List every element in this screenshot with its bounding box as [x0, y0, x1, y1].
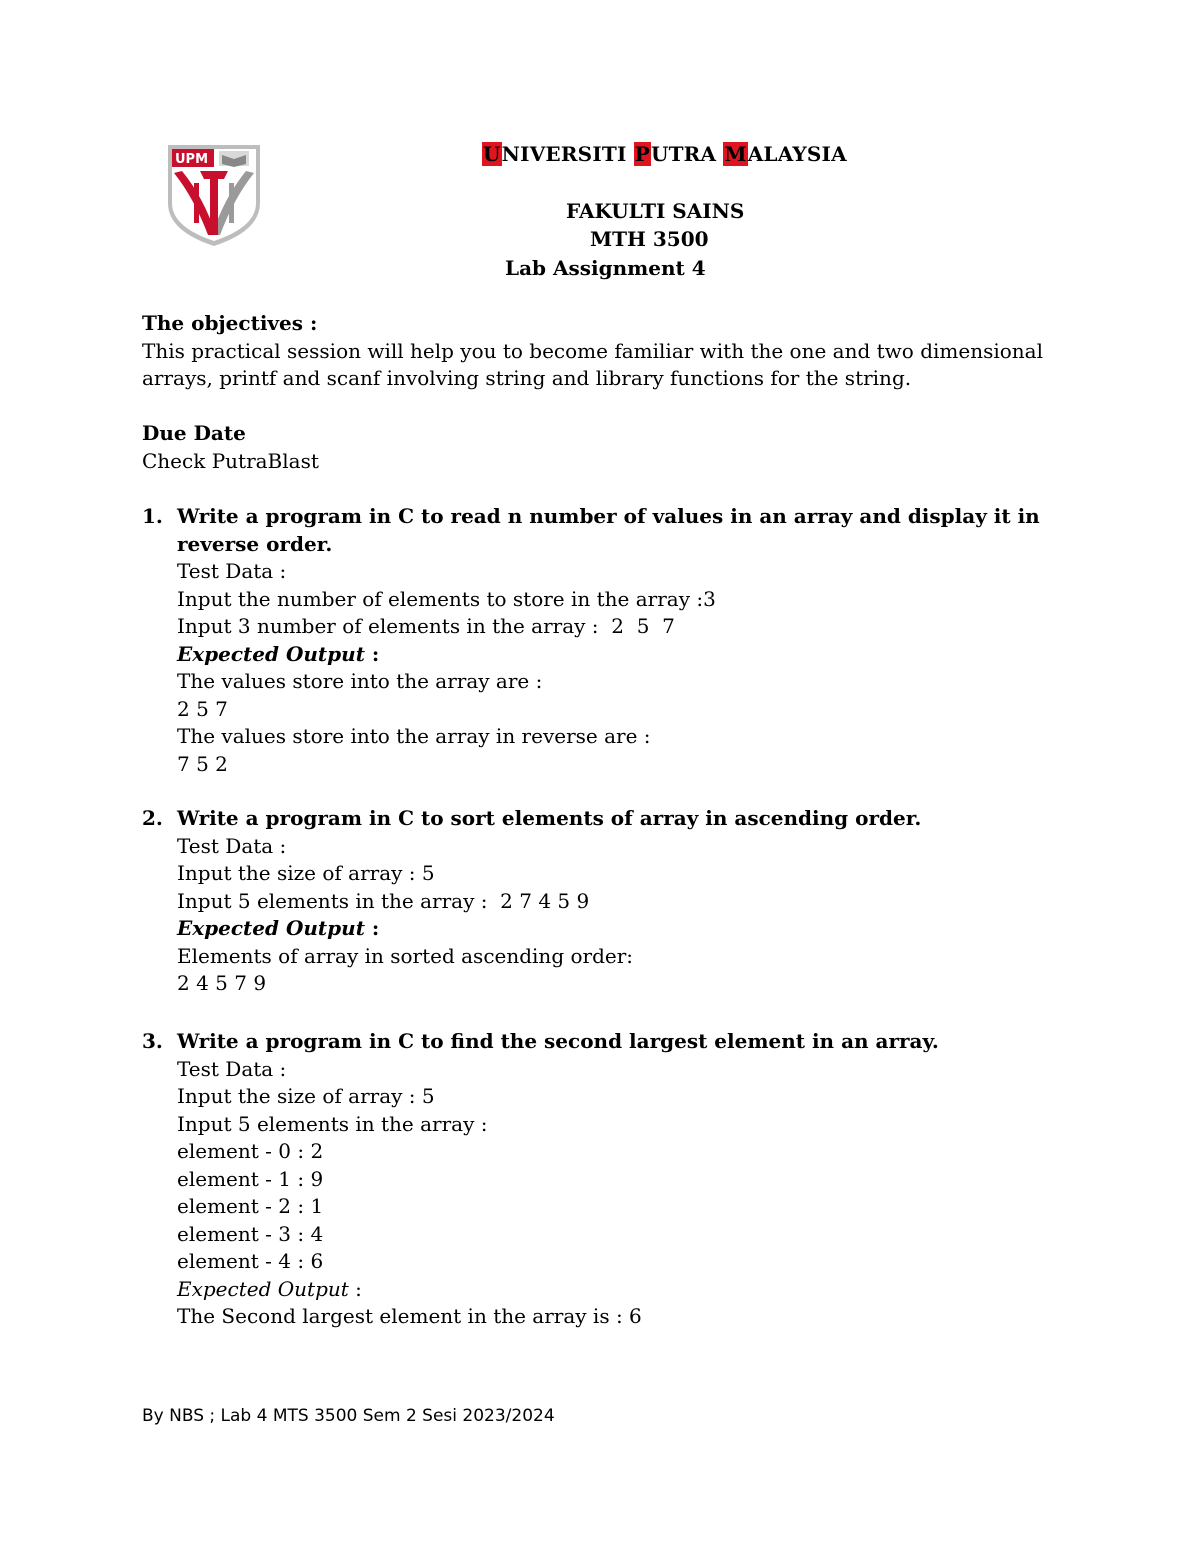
crest-logo-text: UPM — [175, 152, 209, 167]
objectives-heading: The objectives : — [142, 311, 318, 335]
test-data-line: element - 3 : 4 — [177, 1221, 324, 1246]
due-date-text: Check PutraBlast — [142, 448, 319, 473]
test-data-line: element - 1 : 9 — [177, 1166, 324, 1191]
output-line: 2 5 7 — [177, 696, 228, 721]
objectives-text: This practical session will help you to become familiar with the one and two dimensional arrays, printf and scanf involving string and library functions for the string. — [142, 338, 1043, 390]
test-data-label: Test Data : — [177, 833, 287, 858]
upm-crest-logo — [164, 143, 264, 248]
output-line: The values store into the array in reverse are : — [177, 724, 651, 748]
output-line: 7 5 2 — [177, 751, 228, 776]
assignment-title: Lab Assignment 4 — [505, 256, 706, 280]
task-number: 3. — [142, 1029, 163, 1053]
task-number: 2. — [142, 806, 163, 830]
task-item-1 — [142, 503, 1042, 778]
expected-output-label: Expected Output : — [177, 916, 380, 940]
test-data-line: element - 2 : 1 — [177, 1194, 324, 1218]
page-footer: By NBS ; Lab 4 MTS 3500 Sem 2 Sesi 2023/2024 — [142, 1406, 555, 1426]
task-list-1 — [142, 503, 1042, 778]
test-data-line: element - 4 : 6 — [177, 1249, 324, 1273]
output-line: The Second largest element in the array is : 6 — [177, 1304, 642, 1328]
task-item-2 — [142, 805, 1042, 998]
university-initial-p: P — [634, 142, 650, 166]
test-data-line: Input the number of elements to store in the array :3 — [177, 586, 716, 611]
faculty-name: FAKULTI SAINS — [566, 199, 745, 223]
task-list-2 — [142, 805, 1042, 998]
test-data-line: Input 5 elements in the array : 2 7 4 5 9 — [177, 888, 590, 913]
university-initial-m: M — [724, 142, 747, 166]
due-date-section — [142, 420, 1062, 475]
test-data-line: Input 5 elements in the array : — [177, 1111, 488, 1136]
test-data-label: Test Data : — [177, 1056, 287, 1081]
due-date-heading: Due Date — [142, 421, 246, 445]
university-initial-u: U — [483, 142, 501, 166]
university-title: UNIVERSITI PUTRA MALAYSIA — [483, 142, 847, 166]
course-code: MTH 3500 — [590, 227, 709, 251]
expected-output-label: Expected Output : — [177, 1276, 362, 1301]
expected-output-label: Expected Output : — [177, 641, 380, 666]
task-item-3 — [142, 1028, 1042, 1331]
test-data-line: Input the size of array : 5 — [177, 1084, 435, 1108]
output-line: The values store into the array are : — [177, 669, 543, 693]
test-data-line: element - 0 : 2 — [177, 1139, 324, 1163]
test-data-line: Input the size of array : 5 — [177, 861, 435, 885]
task-question: Write a program in C to sort elements of array in ascending order. — [177, 806, 922, 830]
task-question: Write a program in C to find the second largest element in an array. — [177, 1029, 939, 1053]
task-number: 1. — [142, 504, 163, 528]
output-line: Elements of array in sorted ascending order: — [177, 943, 634, 968]
task-question: Write a program in C to read n number of values in an array and display it in reverse order. — [177, 504, 1040, 556]
objectives-section — [142, 310, 1062, 393]
test-data-line: Input 3 number of elements in the array : 2 5 7 — [177, 614, 675, 638]
task-list-3 — [142, 1028, 1042, 1331]
test-data-label: Test Data : — [177, 559, 287, 583]
output-line: 2 4 5 7 9 — [177, 971, 267, 995]
